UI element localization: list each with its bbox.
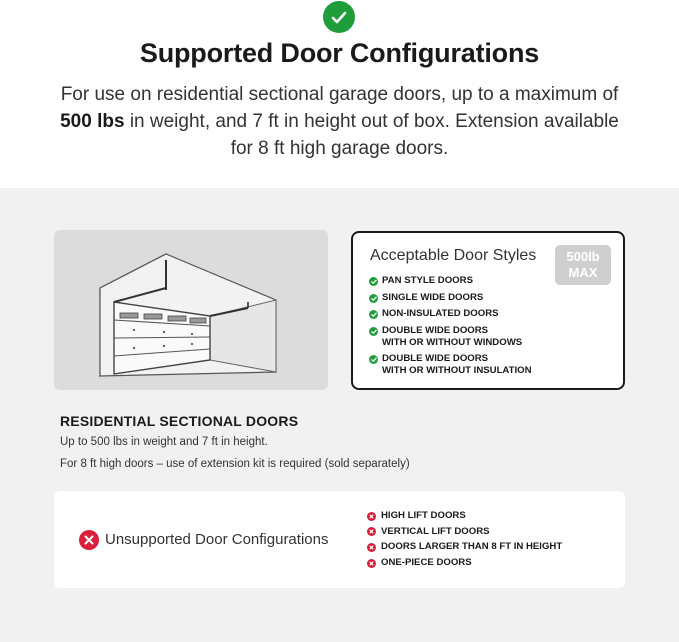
list-item [369,325,559,349]
unsupported-label: Unsupported Door Configurations [105,531,329,548]
subtitle-text-1: For use on residential sectional garage doors, up to a maximum of [60,84,619,105]
header-section [0,0,679,188]
list-item-subtext: WITH OR WITHOUT WINDOWS [382,336,523,348]
list-item [367,510,562,522]
x-icon [367,512,376,521]
list-item-text: SINGLE WIDE DOORS [382,291,484,303]
x-circle-icon [79,530,99,550]
subtitle-weight-bold: 500 lbs [60,111,125,132]
list-item-text: HIGH LIFT DOORS [381,510,466,521]
check-icon [369,294,378,303]
max-weight-label: MAX [568,265,598,280]
x-icon [367,527,376,536]
page-title: Supported Door Configurations [139,38,540,68]
check-circle-icon [323,1,355,33]
garage-door-image [54,230,328,390]
max-weight-value: 500lb [566,249,600,264]
list-item-text: DOORS LARGER THAN 8 FT IN HEIGHT [381,541,563,553]
list-item-subtext: WITH OR WITHOUT INSULATION [382,365,532,376]
acceptable-styles-title: Acceptable Door Styles [370,247,537,264]
check-icon [369,355,378,364]
list-item [369,292,559,304]
residential-title: RESIDENTIAL SECTIONAL DOORS [60,413,299,429]
residential-spec-line: Up to 500 lbs in weight and 7 ft in height. [60,436,268,448]
list-item [369,275,559,287]
check-icon [369,310,378,319]
list-item-text: ONE-PIECE DOORS [381,557,472,569]
unsupported-list [367,510,562,573]
acceptable-styles-list [369,275,559,382]
garage-illustration [54,230,328,390]
list-item [367,557,562,569]
acceptable-door-styles-card [351,231,625,390]
x-icon [367,559,376,568]
x-icon [367,543,376,552]
check-icon [369,327,378,336]
list-item [367,526,562,538]
list-item [369,353,559,377]
list-item-text: DOUBLE WIDE DOORS [382,324,489,336]
list-item-text: PAN STYLE DOORS [382,275,473,286]
max-weight-badge [555,245,611,285]
check-icon [369,277,378,286]
list-item [369,308,559,320]
list-item-text: DOUBLE WIDE DOORS [382,353,489,364]
list-item [367,541,562,553]
page-subtitle [60,81,619,162]
subtitle-text-2: in weight, and 7 ft in height out of box. Extension available for 8 ft high garage doors. [124,111,619,159]
residential-extension-note: For 8 ft high doors – use of extension kit is required (sold separately) [60,458,410,470]
list-item-text: NON-INSULATED DOORS [382,308,499,319]
unsupported-configurations-card [54,491,625,588]
list-item-text: VERTICAL LIFT DOORS [381,525,490,537]
